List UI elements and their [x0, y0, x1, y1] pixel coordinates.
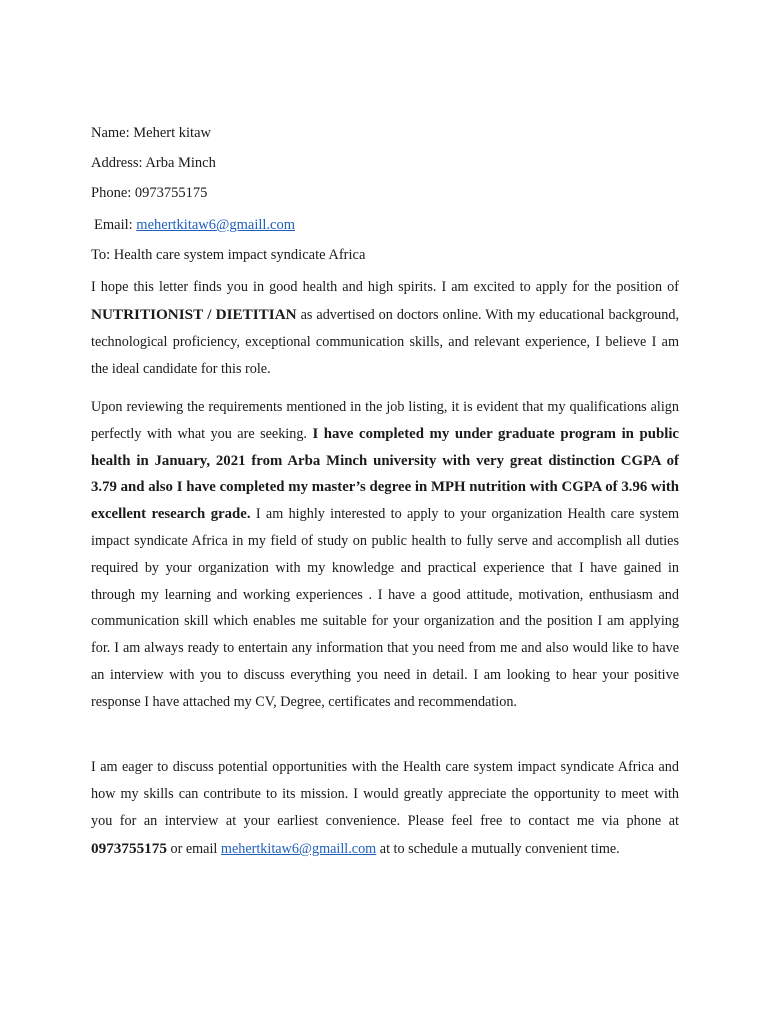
education-highlight: I have completed my under graduate program in public health in January, 2021 from Arba Minch university with very great distinction CGPA of 3.79 and also I have completed my master’s degree in MPH nutrition with CGPA of 3.96 with excellent research grade. [91, 425, 679, 523]
address-label: Address: [91, 155, 143, 171]
paragraph-intro [91, 274, 679, 383]
name-line [91, 124, 211, 142]
email-link[interactable]: mehertkitaw6@gmaill.com [136, 217, 296, 233]
letter-page [91, 0, 679, 1024]
paragraph-qualifications-text-a: Upon reviewing the requirements mentioned in the job listing, it is evident that my qualifications align perfectly with what you are seeking. [91, 399, 679, 442]
address-line [91, 154, 216, 172]
paragraph-closing [91, 754, 679, 863]
contact-phone: 0973755175 [91, 840, 167, 857]
phone-line [91, 184, 207, 202]
phone-label: Phone: [91, 185, 132, 201]
recipient-line: To: Health care system impact syndicate Africa [91, 247, 366, 263]
email-line [94, 216, 295, 234]
paragraph-closing-text-a: I am eager to discuss potential opportunities with the Health care system impact syndicate Africa and how my skills can contribute to its mission. I would greatly appreciate the opportunity to meet with you for an interview at your earliest convenience. Please feel free to contact me via phone at [91, 759, 679, 829]
email-label: Email: [94, 217, 133, 233]
paragraph-closing-text-c: at to schedule a mutually convenient time. [376, 841, 620, 857]
paragraph-qualifications-text-b: I am highly interested to apply to your organization Health care system impact syndicate Africa in my field of study on public health to fully serve and accomplish all duties required by your organization with my knowledge and practical experience that I have gained in through my learning and working experiences . I have a good attitude, motivation, enthusiasm and communication skill which enables me suitable for your organization and the position I am applying for. I am always ready to entertain any information that you need from me and also would like to have an interview with you to discuss everything you need in detail. I am looking to hear your positive response I have attached my CV, Degree, certificates and recommendation. [91, 506, 680, 710]
paragraph-qualifications [91, 394, 679, 716]
paragraph-closing-text-b: or email [166, 841, 221, 857]
phone-value: 0973755175 [134, 185, 208, 201]
name-value: Mehert kitaw [133, 125, 211, 141]
contact-email-link[interactable]: mehertkitaw6@gmaill.com [220, 841, 377, 857]
name-label: Name: [91, 125, 130, 141]
paragraph-intro-text-a: I hope this letter finds you in good health and high spirits. I am excited to apply for the position of [91, 279, 679, 295]
address-value: Arba Minch [145, 155, 216, 171]
position-title: NUTRITIONIST / DIETITIAN [91, 306, 297, 323]
paragraph-intro-text-b: as advertised on doctors online. With my educational background, technological proficiency, exceptional communication skills, and relevant experience, I believe I am the ideal candidate for this role. [91, 307, 679, 377]
